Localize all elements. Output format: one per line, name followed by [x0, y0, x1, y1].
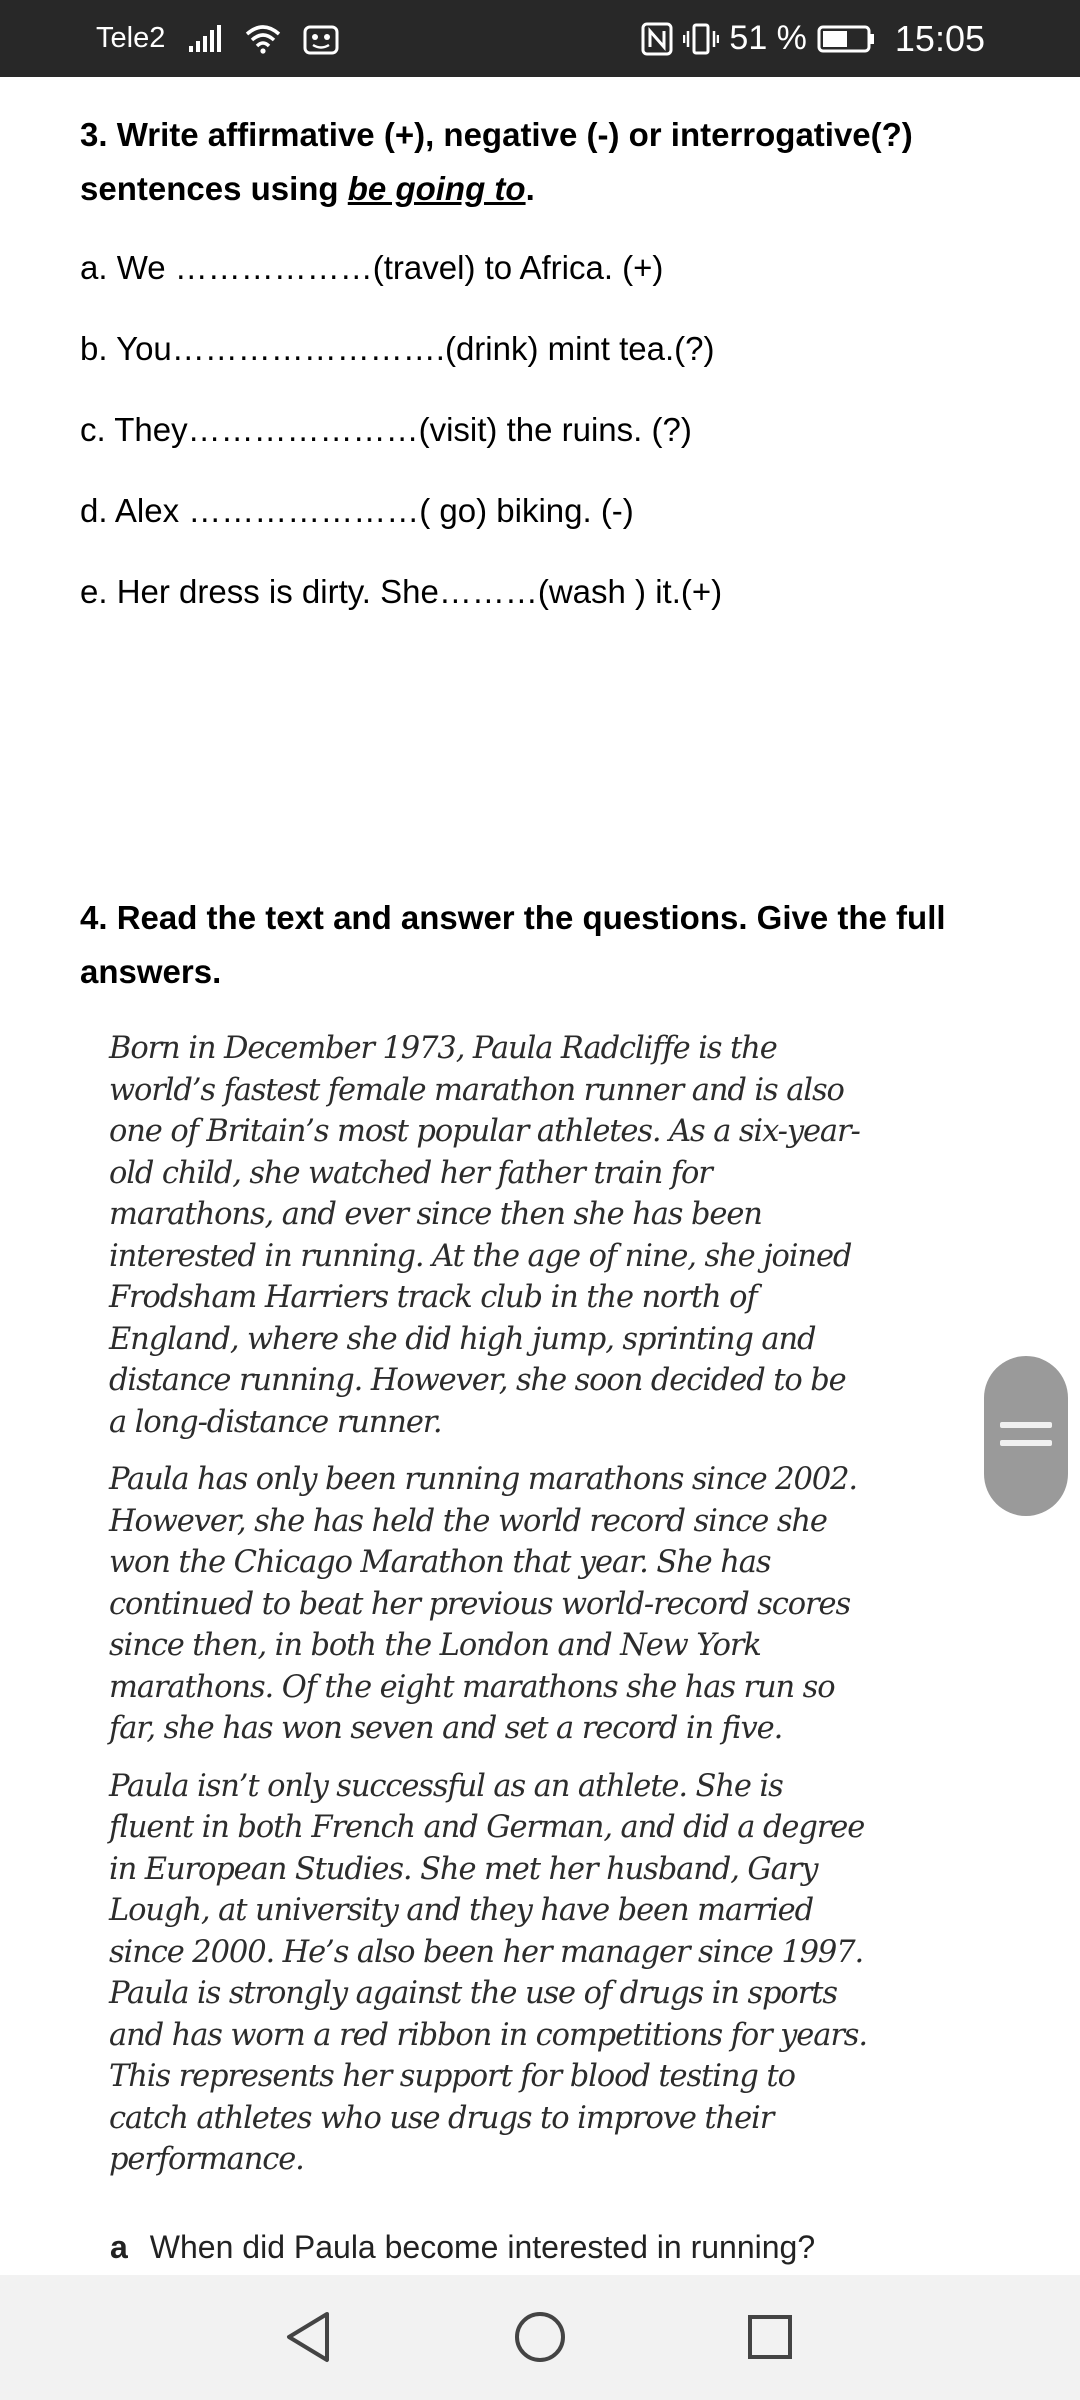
- section3-heading-prefix: sentences using: [80, 170, 348, 207]
- exercise-item-c: c. They…………………(visit) the ruins. (?): [80, 411, 692, 448]
- grip-line-icon: [1000, 1422, 1052, 1428]
- status-bar: [0, 0, 1080, 77]
- section3-heading-line1: 3. Write affirmative (+), negative (-) or interrogative(?): [80, 116, 913, 153]
- clock: 15:05: [894, 17, 985, 59]
- section3-heading-suffix: .: [525, 170, 535, 207]
- back-icon: [283, 2310, 333, 2364]
- section3-heading-emphasis: be going to: [347, 170, 526, 207]
- vibrate-icon: [683, 22, 719, 56]
- wifi-icon: [245, 24, 281, 54]
- back-button[interactable]: [278, 2307, 338, 2367]
- home-icon: [513, 2310, 567, 2364]
- home-button[interactable]: [510, 2307, 570, 2367]
- navigation-bar: [0, 2275, 1080, 2400]
- question-letter: a: [110, 2229, 128, 2265]
- passage-paragraph-1: Born in December 1973, Paula Radcliffe is the world’s fastest female marathon runner and is also one of Britain’s most popular athletes. As a six-year-old child, she watched her father train for marathons, and ever since then she has been interested in running. At the age of nine, she joined Frodsham Harriers track club in the north of England, where she did high jump, sprinting and distance running. However, she soon decided to be a long-distance runner.: [109, 1031, 860, 1440]
- carrier-name: Tele2: [96, 22, 166, 54]
- section4-heading-line1: 4. Read the text and answer the questions. Give the full: [80, 899, 946, 936]
- recents-button[interactable]: [740, 2307, 800, 2367]
- passage-paragraph-3: Paula isn’t only successful as an athlete. She is fluent in both French and German, and did a degree in European Studies. She met her husband, Gary Lough, at university and they have been married since 2000. He’s also been her manager since 1997. Paula is strongly against the use of drugs in sports and has worn a red ribbon in competitions for years. This represents her support for blood testing to catch athletes who use drugs to improve their performance.: [109, 1768, 867, 2177]
- exercise-item-b: b. You…………………….(drink) mint tea.(?): [80, 330, 715, 367]
- question-a: [110, 2229, 815, 2266]
- question-text: When did Paula become interested in running?: [149, 2229, 816, 2265]
- exercise-item-d: d. Alex …………………( go) biking. (-): [80, 492, 634, 529]
- exercise-item-a: a. We ………………(travel) to Africa. (+): [80, 249, 664, 286]
- section3-heading-line2: [80, 162, 1020, 216]
- signal-icon: [187, 24, 223, 54]
- battery-percent: 51 %: [729, 19, 807, 57]
- nfc-icon: [641, 22, 673, 56]
- section4-heading-line2: answers.: [80, 953, 222, 990]
- battery-icon: [817, 24, 875, 54]
- section3-heading: [80, 108, 1020, 216]
- exercise-item-e: e. Her dress is dirty. She………(wash ) it.(+): [80, 573, 723, 610]
- grip-line-icon: [1000, 1440, 1052, 1446]
- scroll-handle[interactable]: [984, 1356, 1068, 1516]
- section4-heading: [80, 891, 1020, 999]
- recents-icon: [745, 2312, 795, 2362]
- notification-icon: [303, 23, 339, 55]
- reading-passage: [109, 1028, 869, 2197]
- passage-paragraph-2: Paula has only been running marathons since 2002. However, she has held the world record since she won the Chicago Marathon that year. She has continued to beat her previous world-record scores since then, in both the London and New York marathons. Of the eight marathons she has run so far, she has won seven and set a record in five.: [109, 1462, 857, 1746]
